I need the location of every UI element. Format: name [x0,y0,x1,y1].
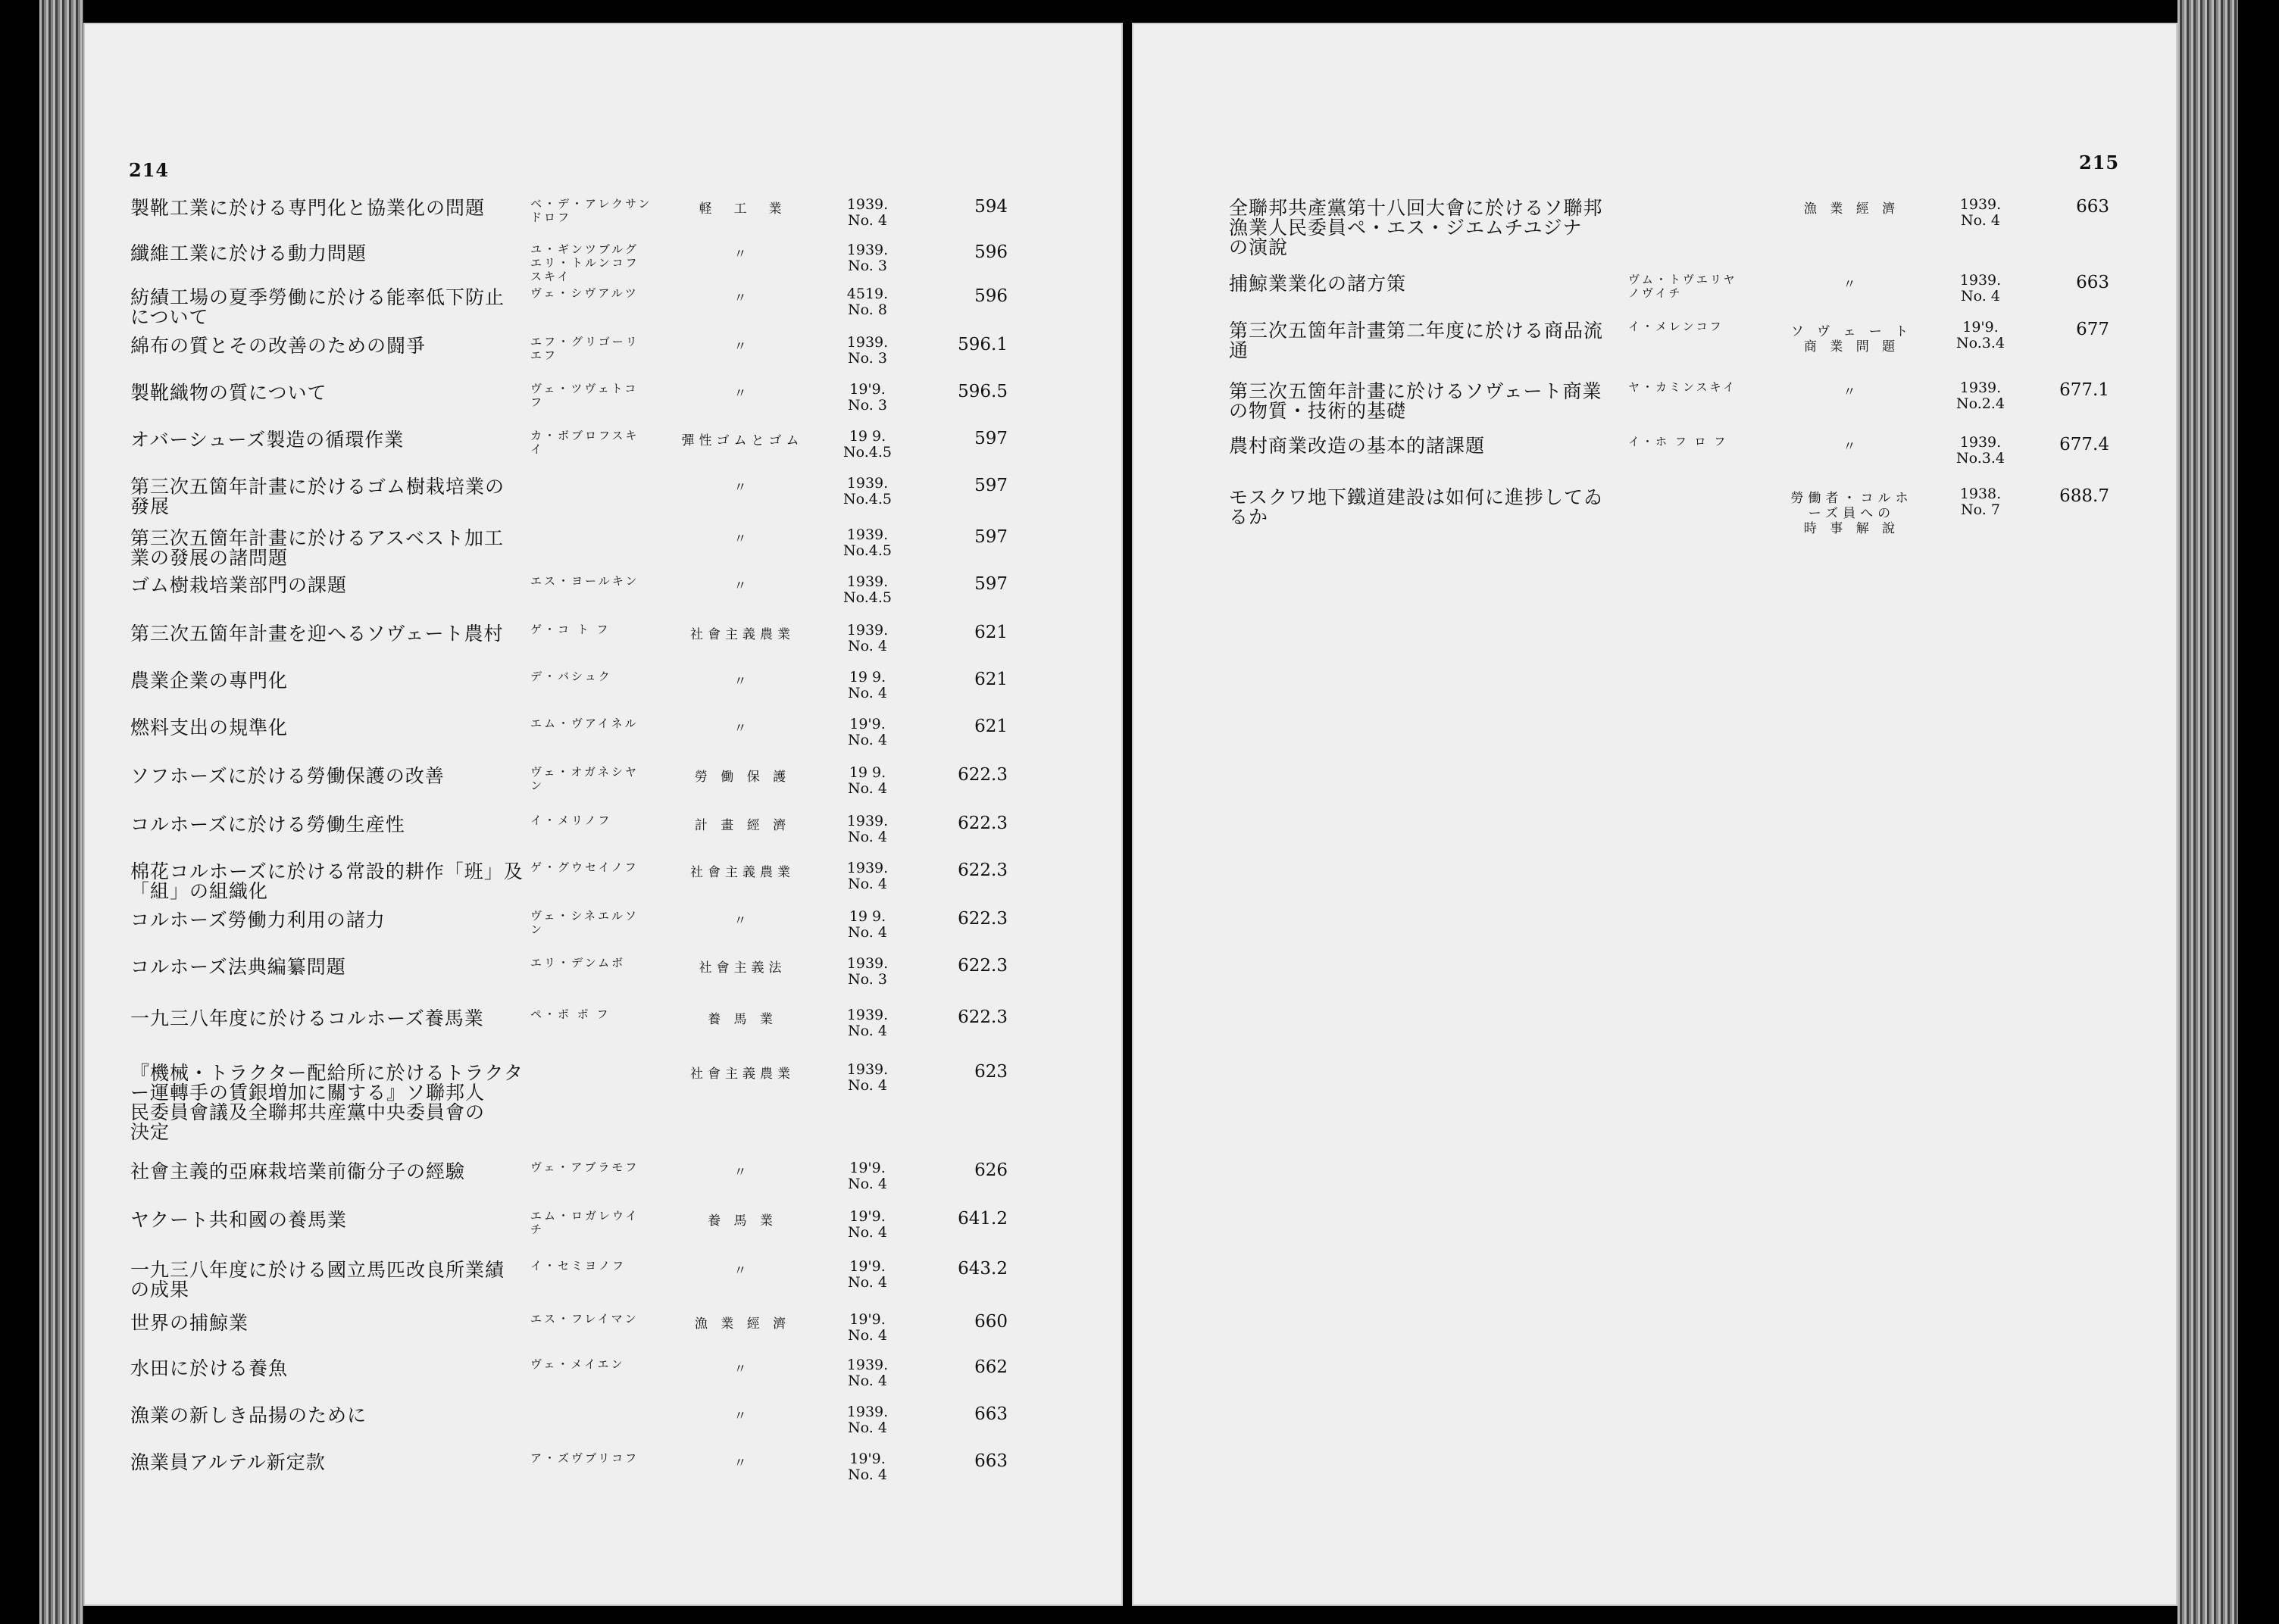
entry-row [83,909,1123,954]
book-edge-left [39,0,83,1624]
entry-author: ヴェ・オガネシヤ ン [530,765,639,792]
entry-classification-number: 623 [974,1062,1008,1082]
entry-category: 勞 働 保 護 [694,770,791,785]
entry-issue: 19'9. No. 4 [848,1451,887,1483]
entry-title: 第三次五箇年計畫第二年度に於ける商品流 通 [1229,320,1604,361]
entry-title: 綿布の質とその改善のための闘爭 [130,335,427,357]
entry-issue: 19'9. No. 4 [848,1258,887,1291]
entry-classification-number: 662 [974,1357,1008,1377]
entry-category: 社會主義農業 [690,1067,795,1082]
entry-author: ゲ・コ ト フ [530,623,611,636]
entry-author: エム・ヴアイネル [530,717,639,730]
entry-classification-number: 677 [2076,320,2109,339]
entry-classification-number: 594 [974,197,1008,217]
entry-classification-number: 622.3 [958,1007,1008,1027]
entry-category: 彈性ゴムとゴム [681,433,804,448]
entry-classification-number: 597 [974,429,1008,448]
entry-category: 社會主義法 [699,960,786,976]
entry-title: 製靴工業に於ける専門化と協業化の問題 [130,197,486,219]
entry-title: 第三次五箇年計畫に於けるソヴェート商業 の物質・技術的基礎 [1229,380,1602,422]
entry-classification-number: 596.5 [958,382,1008,401]
entry-issue: 1939. No. 3 [846,242,889,274]
entry-classification-number: 621 [974,670,1008,689]
entry-title: 『機械・トラクター配給所に於けるトラクタ ー運轉手の賃銀増加に關する』ソ聯邦人 民委員會議及全聯邦共産黨中央委員會の 決定 [130,1062,524,1143]
entry-row [83,382,1123,427]
entry-classification-number: 621 [974,623,1008,642]
book-edge-right [2177,0,2238,1624]
entry-title: ヤクート共和國の養馬業 [130,1209,348,1231]
entry-author: イ・メリノフ [530,814,612,827]
entry-issue: 19'9. No. 4 [848,1160,887,1192]
entry-classification-number: 663 [974,1404,1008,1424]
entry-author: ヴェ・シネエルソ ン [530,909,639,936]
entry-author: ヴェ・ツヴェトコ フ [530,382,639,409]
entry-classification-number: 677.1 [2059,380,2109,400]
entry-author: ゲ・グウセイノフ [530,860,639,874]
entry-classification-number: 597 [974,527,1008,547]
entry-category: 〃 [733,1456,752,1471]
entry-title: コルホーズ勞働力利用の諸力 [130,909,386,931]
entry-issue: 19 9. No. 4 [848,669,887,701]
entry-row [83,860,1123,906]
entry-issue: 1939. No. 4 [846,1061,889,1094]
entry-category: 〃 [733,480,752,495]
entry-author: ヴェ・メイエン [530,1357,625,1371]
entry-title: 燃料支出の規準化 [130,717,289,739]
entry-category: 〃 [733,532,752,547]
entry-title: 捕鯨業業化の諸方策 [1229,273,1407,295]
entry-title: ゴム樹栽培業部門の課題 [130,574,348,596]
entry-row [83,242,1123,288]
entry-row [1132,380,2177,426]
entry-title: 漁業員アルテル新定款 [130,1451,326,1473]
entry-issue: 19'9. No. 4 [848,1311,887,1344]
page-number: 214 [129,159,170,181]
entry-author: エム・ロガレウイ チ [530,1209,639,1236]
entry-issue: 1939. No. 4 [1959,196,2002,229]
entry-author: ヴェ・シヴアルツ [530,286,639,300]
entry-category: 漁 業 經 濟 [1803,201,1900,217]
entry-category: 〃 [1843,439,1861,454]
entry-issue: 1939. No. 4 [846,813,889,845]
entry-issue: 19 9. No. 4 [848,764,887,797]
entry-row [83,1451,1123,1497]
entry-category: 〃 [733,1263,752,1279]
entry-title: 第三次五箇年計畫に於けるアスベスト加工 業の發展の諸問題 [130,527,505,569]
entry-author: ヴム・トヴエリヤ ノヴイチ [1628,273,1737,300]
entry-title: 全聯邦共產黨第十八回大會に於けるソ聯邦 漁業人民委員ペ・エス・ジエムチユジナ の演說 [1229,197,1603,258]
entry-row [83,1209,1123,1254]
entry-title: 世界の捕鯨業 [130,1312,249,1334]
entry-row [83,574,1123,620]
entry-issue: 1939. No. 3 [846,955,889,988]
entry-row [83,1312,1123,1357]
entry-row [1132,320,2177,365]
entry-row [1132,435,2177,480]
entry-issue: 19'9. No.3.4 [1956,319,2005,351]
entry-row [83,1007,1123,1053]
entry-classification-number: 622.3 [958,909,1008,929]
entry-category: 〃 [1843,385,1861,400]
entry-issue: 4519. No. 8 [846,286,889,318]
entry-title: 社會主義的亞麻栽培業前衞分子の經驗 [130,1160,466,1182]
entry-row [83,1259,1123,1304]
entry-classification-number: 597 [974,574,1008,594]
entry-classification-number: 663 [2076,273,2109,292]
entry-classification-number: 663 [2076,197,2109,217]
entry-category: 〃 [733,339,752,354]
entry-issue: 1939. No. 3 [846,334,889,367]
entry-category: 〃 [1843,277,1861,292]
entry-title: 棉花コルホーズに於ける常設的耕作「班」及 「組」の組織化 [130,860,524,902]
entry-title: オバーシューズ製造の循環作業 [130,429,405,451]
entry-issue: 1939. No. 4 [846,1007,889,1039]
entry-title: ソフホーズに於ける勞働保護の改善 [130,765,445,787]
entry-category: 計 畫 經 濟 [694,818,791,833]
entry-author: エリ・デンムボ [530,956,626,970]
entry-classification-number: 622.3 [958,765,1008,785]
entry-row [1132,273,2177,318]
entry-row [83,1357,1123,1403]
entry-title: モスクワ地下鐵道建設は如何に進捗してゐ るか [1229,486,1604,528]
entry-classification-number: 596 [974,286,1008,306]
entry-category: 〃 [733,674,752,689]
entry-issue: 1939. No.4.5 [843,573,892,606]
entry-row [83,765,1123,810]
entry-issue: 1939. No. 4 [846,1404,889,1436]
entry-row [83,670,1123,715]
entry-author: カ・ボブロフスキ イ [530,429,639,456]
entry-category: 養 馬 業 [708,1213,777,1229]
entry-category: 軽 工 業 [699,201,786,217]
entry-title: 第三次五箇年計畫に於けるゴム樹栽培業の 發展 [130,476,505,517]
entry-category: 〃 [733,1165,752,1180]
left-page [83,23,1123,1606]
entry-category: 養 馬 業 [708,1012,777,1027]
entry-author: ヴェ・アブラモフ [530,1160,639,1174]
entry-title: 一九三八年度に於ける國立馬匹改良所業績 の成果 [130,1259,505,1301]
entry-issue: 19 9. No. 4 [848,908,887,941]
entry-title: 漁業の新しき品揚のために [130,1404,367,1426]
entry-title: 紡績工場の夏季勞働に於ける能率低下防止 について [130,286,505,328]
entry-classification-number: 622.3 [958,814,1008,833]
entry-author: ヤ・カミンスキイ [1628,380,1737,394]
entry-author: イ・ホ フ ロ フ [1628,435,1728,448]
entry-row [83,286,1123,332]
entry-classification-number: 621 [974,717,1008,736]
entry-issue: 19 9. No.4.5 [843,428,892,461]
entry-row [83,429,1123,474]
entry-classification-number: 622.3 [958,956,1008,976]
entry-title: 第三次五箇年計畫を迎へるソヴェート農村 [130,623,504,645]
entry-title: 製靴織物の質について [130,382,327,404]
entry-row [83,717,1123,762]
entry-title: 一九三八年度に於けるコルホーズ養馬業 [130,1007,484,1029]
entry-issue: 1939. No.4.5 [843,475,892,508]
entry-issue: 1939. No. 4 [846,196,889,229]
right-page [1132,23,2177,1606]
entry-issue: 1939. No.2.4 [1956,379,2005,412]
entry-author: イ・セミヨノフ [530,1259,627,1273]
entry-issue: 19'9. No. 4 [848,716,887,748]
entry-author: ア・ズヴブリコフ [530,1451,639,1465]
entry-classification-number: 596 [974,242,1008,262]
entry-category: 〃 [733,721,752,736]
entry-author: ベ・デ・アレクサン ドロフ [530,197,652,224]
entry-classification-number: 677.4 [2059,435,2109,454]
entry-title: 水田に於ける養魚 [130,1357,289,1379]
entry-category: 〃 [733,291,752,306]
entry-row [1132,196,2177,258]
entry-category: 〃 [733,914,752,929]
entry-issue: 1939. No. 4 [1959,272,2002,304]
entry-category: 社會主義農業 [690,865,795,880]
entry-classification-number: 641.2 [958,1209,1008,1229]
entry-row [83,1404,1123,1450]
entry-row [83,623,1123,668]
entry-category: 漁 業 經 濟 [694,1316,791,1332]
entry-category: 〃 [733,579,752,594]
entry-issue: 1938. No. 7 [1959,486,2002,518]
entry-author: エス・ヨールキン [530,574,639,588]
entry-row [83,527,1123,573]
entry-classification-number: 643.2 [958,1259,1008,1279]
entry-author: エフ・グリゴーリ エフ [530,335,639,362]
entry-classification-number: 626 [974,1160,1008,1180]
entry-row [1132,486,2177,536]
entry-author: ペ・ポ ポ フ [530,1007,611,1021]
entry-classification-number: 596.1 [958,335,1008,354]
entry-author: エス・フレイマン [530,1312,639,1326]
entry-category: 〃 [733,386,752,401]
entry-issue: 19'9. No. 4 [848,1208,887,1241]
entry-category: 社會主義農業 [690,627,795,642]
entry-issue: 1939. No.4.5 [843,526,892,559]
entry-title: コルホーズに於ける勞働生産性 [130,814,405,835]
entry-row [83,476,1123,521]
entry-row [83,197,1123,242]
entry-classification-number: 597 [974,476,1008,495]
entry-row [83,814,1123,859]
entry-classification-number: 663 [974,1451,1008,1471]
entry-row [83,1160,1123,1206]
entry-issue: 1939. No. 4 [846,622,889,654]
entry-title: コルホーズ法典編纂問題 [130,956,346,978]
entry-author: イ・メレンコフ [1628,320,1724,333]
entry-title: 纖維工業に於ける動力問題 [130,242,367,264]
entry-author: デ・バシュク [530,670,612,683]
entry-classification-number: 688.7 [2059,486,2109,506]
entry-issue: 1939. No. 4 [846,860,889,892]
entry-issue: 19'9. No. 3 [848,381,887,414]
entry-category: 〃 [733,1362,752,1377]
entry-issue: 1939. No. 4 [846,1357,889,1389]
entry-category: 〃 [733,1409,752,1424]
entry-title: 農村商業改造の基本的諸課題 [1229,435,1486,457]
entry-row [83,956,1123,1001]
entry-classification-number: 660 [974,1312,1008,1332]
entry-issue: 1939. No.3.4 [1956,434,2005,467]
entry-category: 〃 [733,247,752,262]
entry-classification-number: 622.3 [958,860,1008,880]
page-number: 215 [2079,151,2120,173]
entry-row [83,335,1123,380]
entry-category: ソ ヴ ェ ー ト 商 業 問 題 [1790,324,1913,354]
entry-author: ユ・ギンツブルグ エリ・トルンコフ スキイ [530,242,639,283]
entry-title: 農業企業の專門化 [130,670,289,692]
entry-row [83,1061,1123,1143]
entry-category: 勞働者・コルホ ーズ員への 時 事 解 說 [1790,491,1913,536]
